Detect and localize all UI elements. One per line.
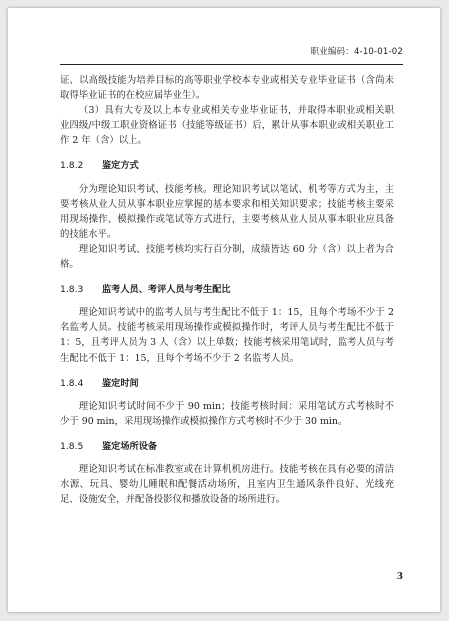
section-title: 鉴定时间: [102, 377, 139, 389]
paragraph: （3）具有大专及以上本专业或相关专业毕业证书，并取得本职业或相关职业四级/中级工职业资格证书（技能等级证书）后，累计从事本职业或相关职业工作 2 年（含）以上。: [60, 105, 394, 147]
section-number: 1.8.2: [60, 160, 84, 172]
page-content: [60, 73, 394, 507]
section-heading: [60, 376, 394, 391]
occupation-code: 职业编码：4-10-01-02: [310, 47, 403, 57]
section-number: 1.8.3: [60, 284, 84, 296]
paragraph: 分为理论知识考试、技能考核。理论知识考试以笔试、机考等方式为主，主要考核从业人员从事本职业应掌握的基本要求和相关知识要求；技能考核主要采用现场操作、模拟操作或笔试等方式进行，主要考核从业人员从事本职业应具备的技能水平。: [60, 183, 394, 240]
paragraph: 理论知识考试在标准教室或在计算机机房进行。技能考核在具有必要的清洁水源、玩具、婴幼儿睡眠和配餐活动场所，且室内卫生通风条件良好、光线充足、设施安全，并配备投影仪和播放设备的场所进行。: [60, 463, 394, 506]
section-number: 1.8.4: [60, 377, 84, 389]
header-rule: [60, 64, 403, 65]
page-number: 3: [396, 572, 403, 582]
section-heading: [60, 439, 394, 454]
paragraph: 理论知识考试时间不少于 90 min；技能考核时间：采用笔试方式考核时不少于 90 min，采用现场操作或模拟操作方式考核时不少于 30 min。: [60, 400, 394, 427]
section-title: 鉴定方式: [102, 160, 139, 172]
section-number: 1.8.5: [60, 440, 84, 452]
paragraph: 证、以高级技能为培养目标的高等职业学校本专业或相关专业毕业证书（含尚未取得毕业证书的在校应届毕业生）。: [60, 75, 394, 102]
section-title: 监考人员、考评人员与考生配比: [102, 284, 231, 296]
section-title: 鉴定场所设备: [102, 440, 158, 452]
paragraph: 理论知识考试中的监考人员与考生配比不低于 1：15，且每个考场不少于 2 名监考人员。技能考核采用现场操作或模拟操作时，考评人员与考生配比不低于 1：5，且考评人员为 3 人（含）以上单数；技能考核采用笔试时，监考人员与考生配比不低于 1：15，且每个考场不少于 2 名监考人员。: [60, 307, 394, 364]
document-page: [8, 8, 440, 612]
paragraph: 理论知识考试、技能考核均实行百分制，成绩皆达 60 分（含）以上者为合格。: [60, 243, 394, 271]
section-heading: [60, 158, 394, 173]
section-heading: [60, 282, 394, 297]
